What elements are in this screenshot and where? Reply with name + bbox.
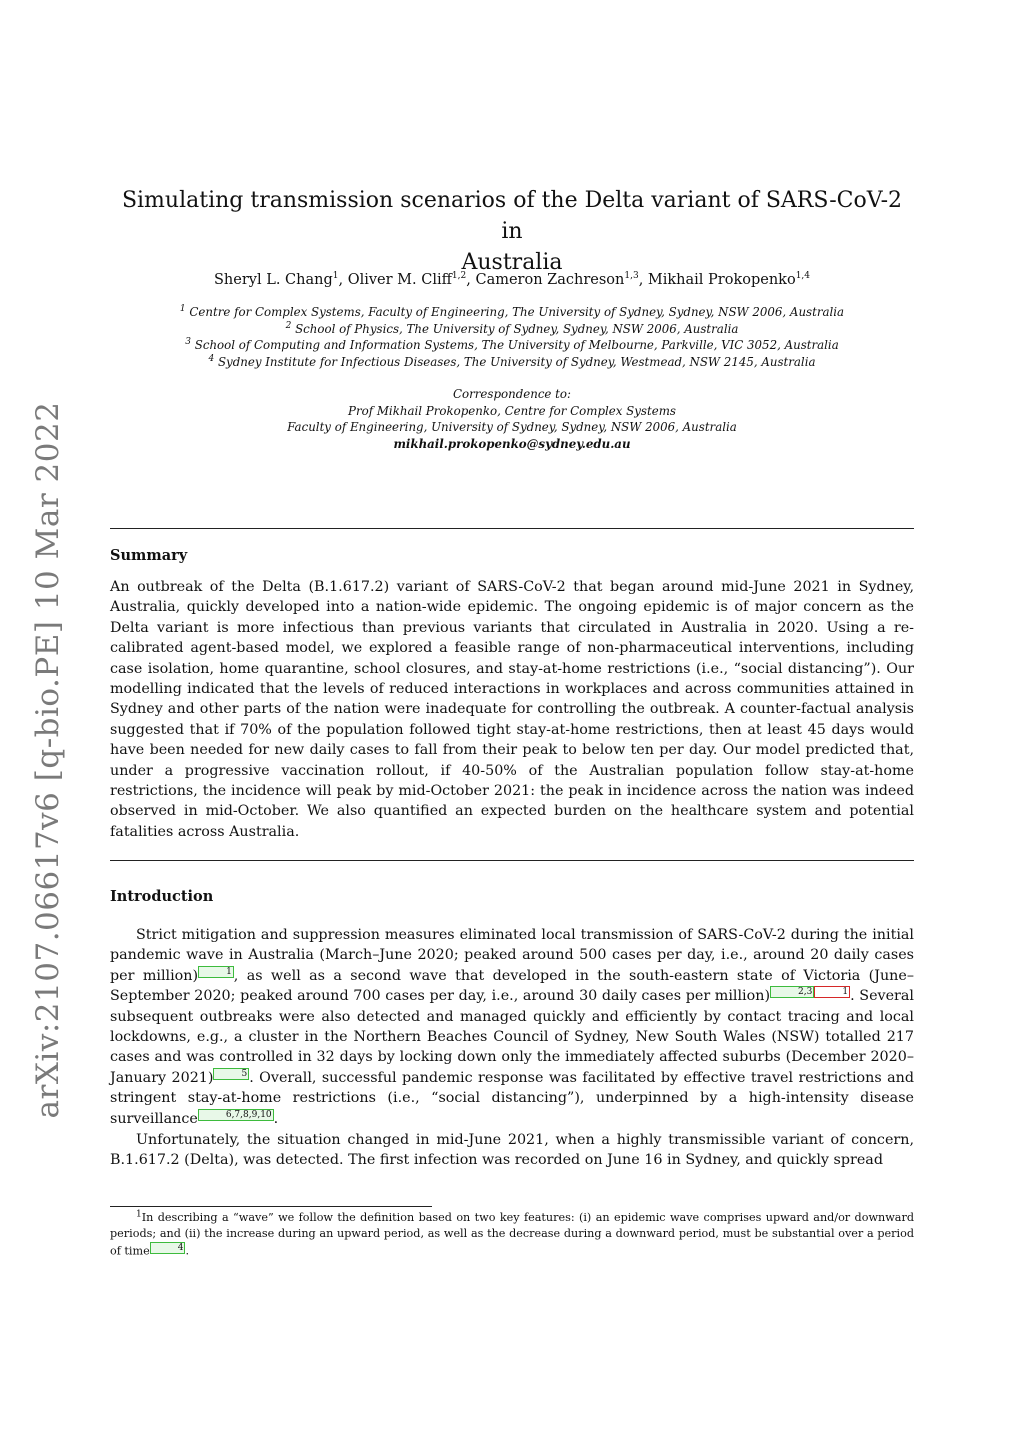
affiliation: $^3$ School of Computing and Information Systems, The University of Melbourne, Parkville, VIC 3052, Australia xyxy=(185,337,839,352)
affiliations xyxy=(110,304,914,370)
author-affil-marker: 1,4 xyxy=(795,271,811,282)
correspondence xyxy=(110,386,914,452)
author-name: Mikhail Prokopenko xyxy=(647,272,796,288)
footnote-marker: 1 xyxy=(136,1209,142,1220)
citation-link[interactable]: 2,3 xyxy=(770,986,814,998)
intro-paragraph-2: Unfortunately, the situation changed in mid-June 2021, when a highly transmissible variant of concern, B.1.617.2 (Delta), was detected. The first infection was recorded on June 16 in Sydney, and quickly spread xyxy=(110,1132,914,1169)
author-list: Sheryl L. Chang$^1$, Oliver M. Cliff$^{1,2}$, Cameron Zachreson$^{1,3}$, Mikhail Prokopenko$^{1,4}$ xyxy=(213,271,811,288)
footnote-divider xyxy=(110,1206,432,1207)
introduction-heading: Introduction xyxy=(110,888,214,905)
footnote-link[interactable]: 1 xyxy=(814,986,850,998)
intro-paragraph-1: Strict mitigation and suppression measures eliminated local transmission of SARS-CoV-2 during the initial pandemic wave in Australia (March–June 2020; peaked around 500 cases per day, i.e., around 20 daily cases per million) 1 , as well as a second wave that developed in the south-eastern state of Victoria (June–September 2020; peaked around 700 cases per day, i.e., around 30 daily cases per million) 2,3 1 . Several subsequent outbreaks were also detected and managed quickly and efficiently by contact tracing and local lockdowns, e.g., a cluster in the Northern Beaches Council of Sydney, New South Wales (NSW) totalled 217 cases and was controlled in 32 days by locking down only the immediately affected suburbs (December 2020–January 2021) 5 . Overall, successful pandemic response was facilitated by effective travel restrictions and stringent stay-at-home restrictions (i.e., “social distancing”), underpinned by a high-intensity disease surveillance 6,7,8,9,10 . xyxy=(110,927,915,1127)
summary-text: An outbreak of the Delta (B.1.617.2) variant of SARS-CoV-2 that began around mid-June 2021 in Sydney, Australia, quickly developed into a nation-wide epidemic. The ongoing epidemic is of major concern as the Delta variant is more infectious than previous variants that circulated in Australia in 2020. Using a re-calibrated agent-based model, we explored a feasible range of non-pharmaceutical interventions, including case isolation, home quarantine, school closures, and stay-at-home restrictions (i.e., “social distancing”). Our modelling indicated that the levels of reduced interactions in workplaces and across communities attained in Sydney and other parts of the nation were inadequate for controlling the outbreak. A counter-factual analysis suggested that if 70% of the population followed tight stay-at-home restrictions, then at least 45 days would have been needed for new daily cases to fall from their peak to below ten per day. Our model predicted that, under a progressive vaccination rollout, if 40-50% of the Australian population follow stay-at-home restrictions, the incidence will peak by mid-October 2021: the peak in incidence across the nation was indeed observed in mid-October. We also quantified an expected burden on the healthcare system and potential fatalities across Australia. xyxy=(110,579,914,840)
correspondence-label: Correspondence to: xyxy=(453,387,571,401)
citation-link[interactable]: 1 xyxy=(198,966,234,978)
correspondence-line: Faculty of Engineering, University of Sydney, Sydney, NSW 2006, Australia xyxy=(287,420,737,434)
footnote: $^1$In describing a “wave” we follow the definition based on two key features: (i) an epidemic wave comprises upward and/or downward periods; and (ii) the increase during an upward period, as well as the decrease during a downward period, must be substantial over a period of time 4 . xyxy=(110,1209,914,1258)
title-line-1: Simulating transmission scenarios of the Delta variant of SARS-CoV-2 in xyxy=(121,188,903,244)
title-line-2: Australia xyxy=(461,250,563,275)
citation-link[interactable]: 5 xyxy=(213,1068,249,1080)
author-affil-marker: 1,2 xyxy=(451,271,467,282)
correspondence-email-link[interactable]: mikhail.prokopenko@sydney.edu.au xyxy=(393,436,631,451)
affiliation: $^1$ Centre for Complex Systems, Faculty of Engineering, The University of Sydney, Sydney, NSW 2006, Australia xyxy=(179,304,845,319)
correspondence-line: Prof Mikhail Prokopenko, Centre for Complex Systems xyxy=(348,403,676,418)
citation-link[interactable]: 6,7,8,9,10 xyxy=(198,1109,274,1121)
section-divider xyxy=(110,860,914,861)
paper-title xyxy=(110,185,914,278)
author-affil-marker: 1,3 xyxy=(624,271,639,282)
arxiv-sidebar xyxy=(26,401,70,1119)
author-affil-marker: 1 xyxy=(332,271,339,282)
section-divider xyxy=(110,528,914,529)
author-name: Cameron Zachreson xyxy=(475,272,625,288)
arxiv-identifier: arXiv:2107.06617v6 [q-bio.PE] 10 Mar 2022 xyxy=(30,401,66,1119)
summary-heading: Summary xyxy=(110,547,188,564)
citation-link[interactable]: 4 xyxy=(150,1242,186,1254)
affiliation: $^4$ Sydney Institute for Infectious Diseases, The University of Sydney, Westmead, NSW 2145, Australia xyxy=(208,353,816,369)
author-name: Sheryl L. Chang xyxy=(213,272,333,288)
author-name: Oliver M. Cliff xyxy=(347,272,452,288)
affiliation: $^2$ School of Physics, The University of Sydney, Sydney, NSW 2006, Australia xyxy=(285,320,739,336)
